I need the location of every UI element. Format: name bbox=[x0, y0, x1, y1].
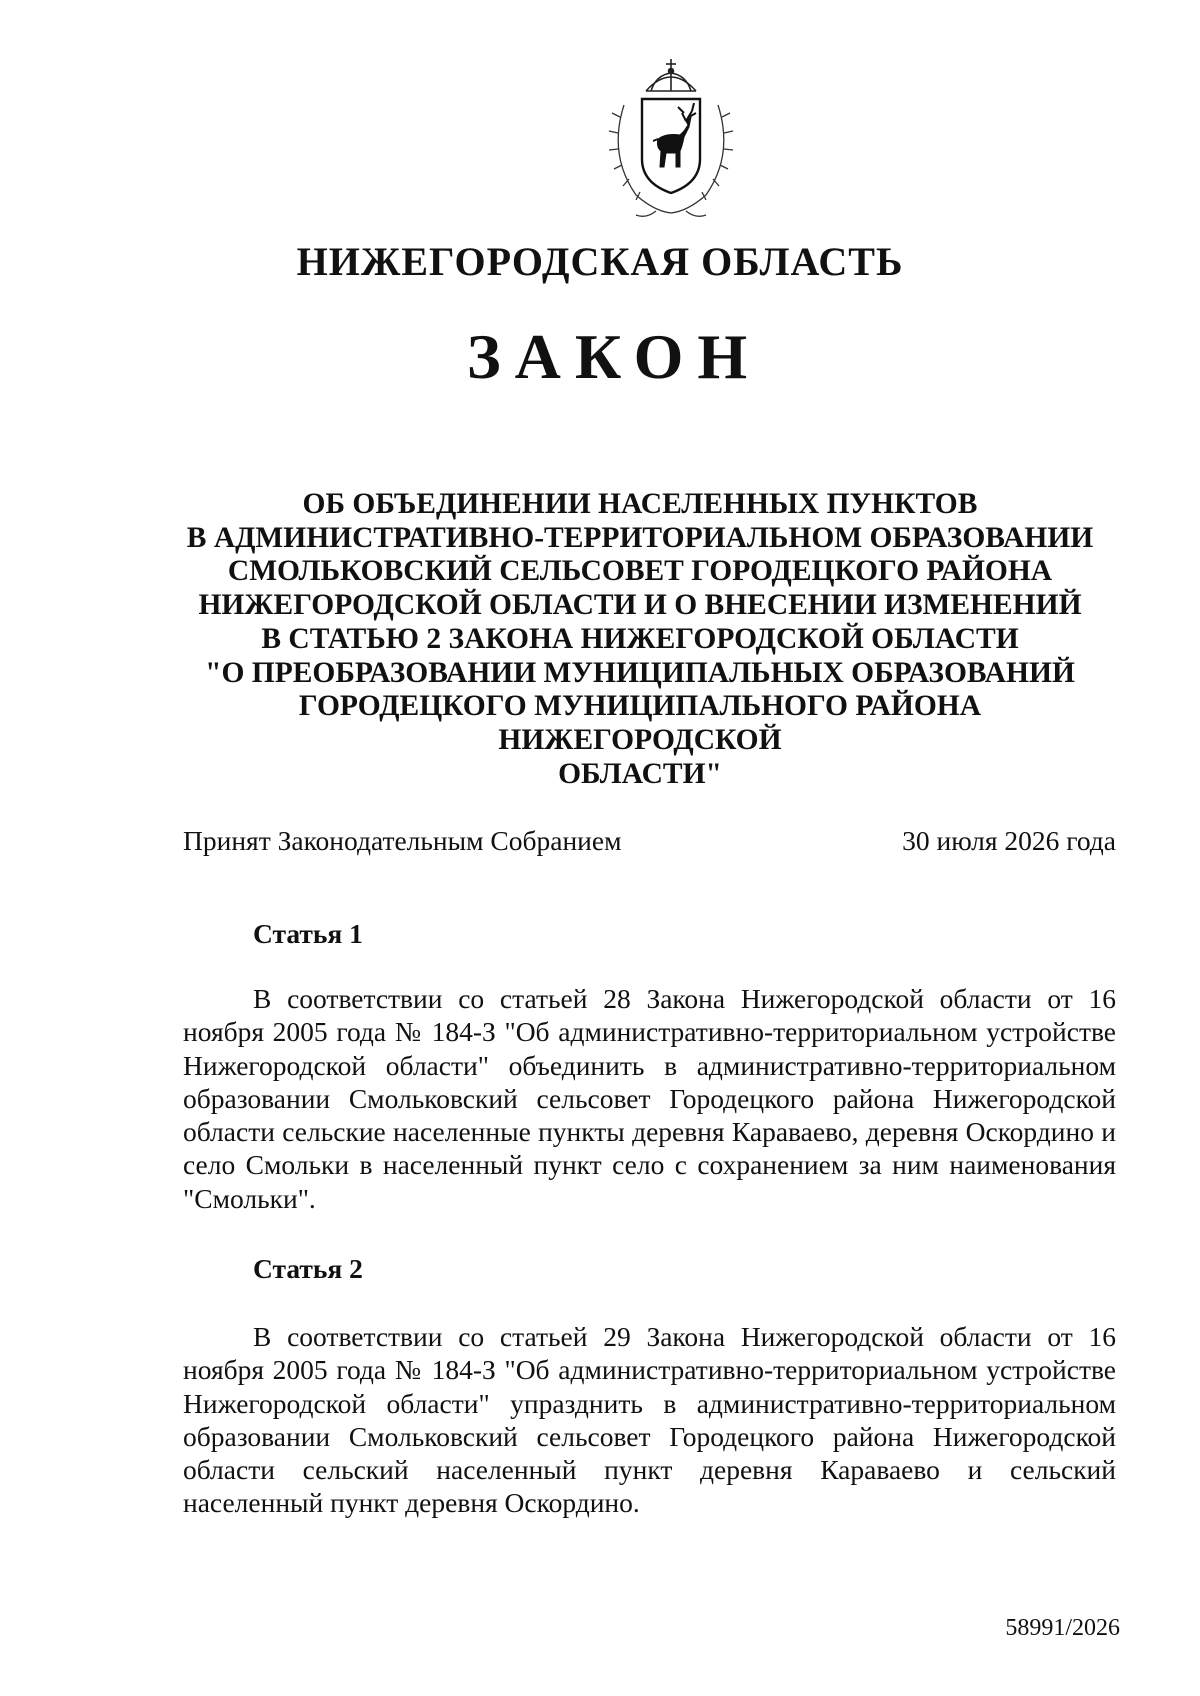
law-title bbox=[170, 488, 1110, 791]
law-title-line: ОБЛАСТИ" bbox=[558, 757, 722, 790]
law-title-line: В СТАТЬЮ 2 ЗАКОНА НИЖЕГОРОДСКОЙ ОБЛАСТИ bbox=[261, 622, 1019, 655]
adoption-text: Принят Законодательным Собранием bbox=[183, 825, 622, 856]
article-1-heading: Статья 1 bbox=[253, 918, 363, 949]
law-title-line: ГОРОДЕЦКОГО МУНИЦИПАЛЬНОГО РАЙОНА НИЖЕГОРОДСКОЙ bbox=[298, 690, 982, 756]
article-2-body: В соответствии со статьей 29 Закона Нижегородской области от 16 ноября 2005 года № 184-З "Об административно-территориальном устройстве Нижегородской области" упразднить в административно-территориальном образовании Смольковский сельсовет Городецкого района Нижегородской области сельский населенный пункт деревня Караваево и сельский населенный пункт деревня Оскордино. bbox=[183, 1321, 1116, 1519]
adoption-date: 30 июля 2026 года bbox=[902, 825, 1116, 856]
article-1-body: В соответствии со статьей 28 Закона Нижегородской области от 16 ноября 2005 года № 184-З "Об административно-территориальном устройстве Нижегородской области" объединить в административно-территориальном образовании Смольковский сельсовет Городецкого района Нижегородской области сельские населенные пункты деревня Караваево, деревня Оскордино и село Смольки в населенный пункт село с сохранением за ним наименования "Смольки". bbox=[183, 983, 1116, 1214]
law-title-line: ОБ ОБЪЕДИНЕНИИ НАСЕЛЕННЫХ ПУНКТОВ bbox=[302, 488, 978, 520]
document-number: 58991/2026 bbox=[1005, 1615, 1120, 1641]
region-heading: НИЖЕГОРОДСКАЯ ОБЛАСТЬ bbox=[296, 239, 904, 284]
article-2-heading: Статья 2 bbox=[253, 1253, 363, 1284]
law-title-line: В АДМИНИСТРАТИВНО-ТЕРРИТОРИАЛЬНОМ ОБРАЗОВАНИИ bbox=[186, 521, 1094, 554]
law-title-line: "О ПРЕОБРАЗОВАНИИ МУНИЦИПАЛЬНЫХ ОБРАЗОВАНИЙ bbox=[205, 656, 1075, 689]
coat-of-arms-emblem bbox=[596, 55, 746, 220]
document-type-heading: ЗАКОН bbox=[466, 321, 762, 392]
law-title-line: СМОЛЬКОВСКИЙ СЕЛЬСОВЕТ ГОРОДЕЦКОГО РАЙОНА bbox=[227, 555, 1053, 588]
law-title-line: НИЖЕГОРОДСКОЙ ОБЛАСТИ И О ВНЕСЕНИИ ИЗМЕНЕНИЙ bbox=[198, 589, 1082, 622]
